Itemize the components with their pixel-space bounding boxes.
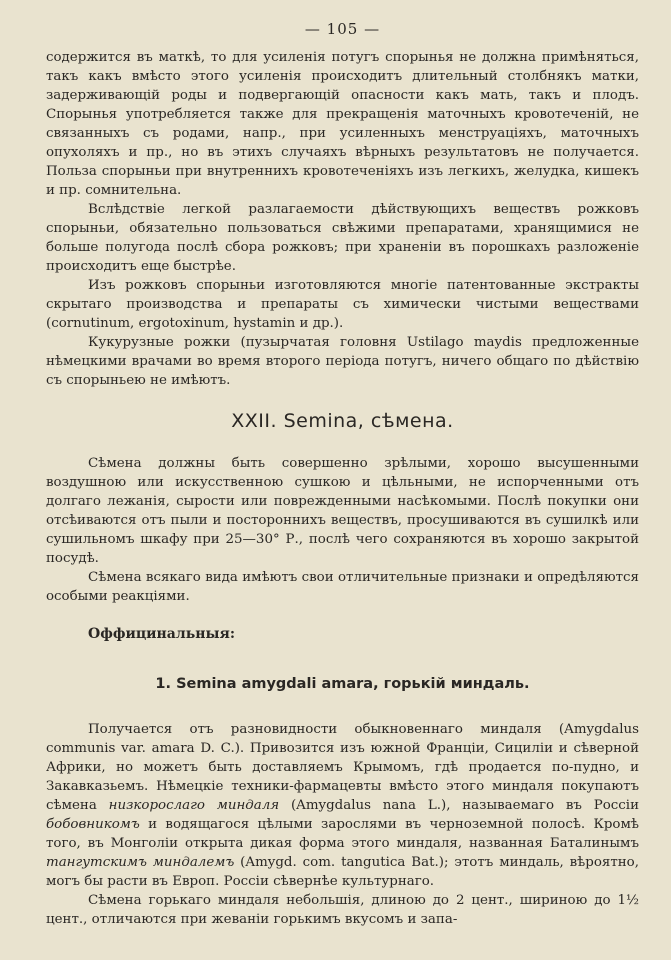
paragraph-seeds-features: Сѣмена всякаго вида имѣютъ свои отличительные признаки и опредѣляются особыми реакціями.: [46, 570, 639, 604]
subsection-title: 1. Semina amygdali amara, горькій миндаль.: [155, 676, 530, 692]
officinal-heading: Оффицинальныя:: [88, 626, 236, 642]
paragraph-seeds-quality: Сѣмена должны быть совершенно зрѣлыми, хорошо высушенными воздушною или искусственною сушкою и цѣльными, не испорченными отъ долгаго лежанія, сырости или поврежденными насѣкомыми. Послѣ покупки они отсѣиваются отъ пыли и постороннихъ веществъ, просушиваются въ сушилкѣ или сушильномъ шкафу при 25—30° Р., послѣ чего сохраняются въ хорошо закрытой посудѣ.: [46, 456, 639, 566]
page-number: — 105 —: [304, 20, 381, 38]
paragraph-corn-smut: Кукурузные рожки (пузырчатая головня Ustilago maydis предложенные нѣмецкими врачами во время второго періода потугъ, ничего общаго по дѣйствію съ спорыньею не имѣютъ.: [46, 335, 639, 388]
paragraph-ergot-storage: Вслѣдствіе легкой разлагаемости дѣйствующихъ веществъ рожковъ спорыньи, обязательно пользоваться свѣжими препаратами, хранящимися не больше полугода послѣ сбора рожковъ; при храненіи въ порошкахъ разложеніе происходитъ еще быстрѣе.: [46, 202, 639, 274]
paragraph-bitter-almond-origin: Получается отъ разновидности обыкновеннаго миндаля (Amygdalus communis var. amara D. C.). Привозится изъ южной Франціи, Сициліи и сѣверной Африки, но можетъ быть доставляемъ Крымомъ, гдѣ продается по-пудно, и Закавказьемъ. Нѣмецкіе техники-фармацевты вмѣсто этого миндаля покупаютъ сѣмена низкорослаго миндаля (Amygdalus nana L.), называемаго въ Россіи бобовникомъ и водящагося цѣлыми зарослями въ черноземной полосѣ. Кромѣ того, въ Монголіи открыта дикая форма этого миндаля, названная Баталинымъ тангутскимъ миндалемъ (Amygd. com. tangutica Bat.); этотъ миндаль, вѣроятно, могъ бы расти въ Европ. Россіи сѣвернѣе культурнаго.: [46, 722, 639, 889]
paragraph-ergot-uterus: содержится въ маткѣ, то для усиленія потугъ спорынья не должна примѣняться, такъ какъ вмѣсто этого усиленія происходитъ длительный столбнякъ матки, задерживающій роды и подвергающій опасности какъ мать, такъ и плодъ. Спорынья употребляется также для прекращенія маточныхъ кровотеченій, не связанныхъ съ родами, напр., при усиленныхъ менструаціяхъ, маточныхъ опухоляхъ и пр., но въ этихъ случаяхъ вѣрныхъ результатовъ не получается. Польза спорыньи при внутреннихъ кровотеченіяхъ изъ легкихъ, желудка, кишекъ и пр. сомнительна.: [46, 50, 639, 198]
paragraph-bitter-almond-description: Сѣмена горькаго миндаля небольшія, длиною до 2 цент., шириною до 1½ цент., отличаются при жеваніи горькимъ вкусомъ и запа-: [46, 893, 639, 927]
section-title: XXII. Semina, сѣмена.: [231, 410, 454, 432]
paragraph-ergot-preparations: Изъ рожковъ спорыньи изготовляются многіе патентованные экстракты скрытаго производства и препараты съ химически чистыми веществами (cornutinum, ergotoxinum, hystamin и др.).: [46, 278, 639, 331]
